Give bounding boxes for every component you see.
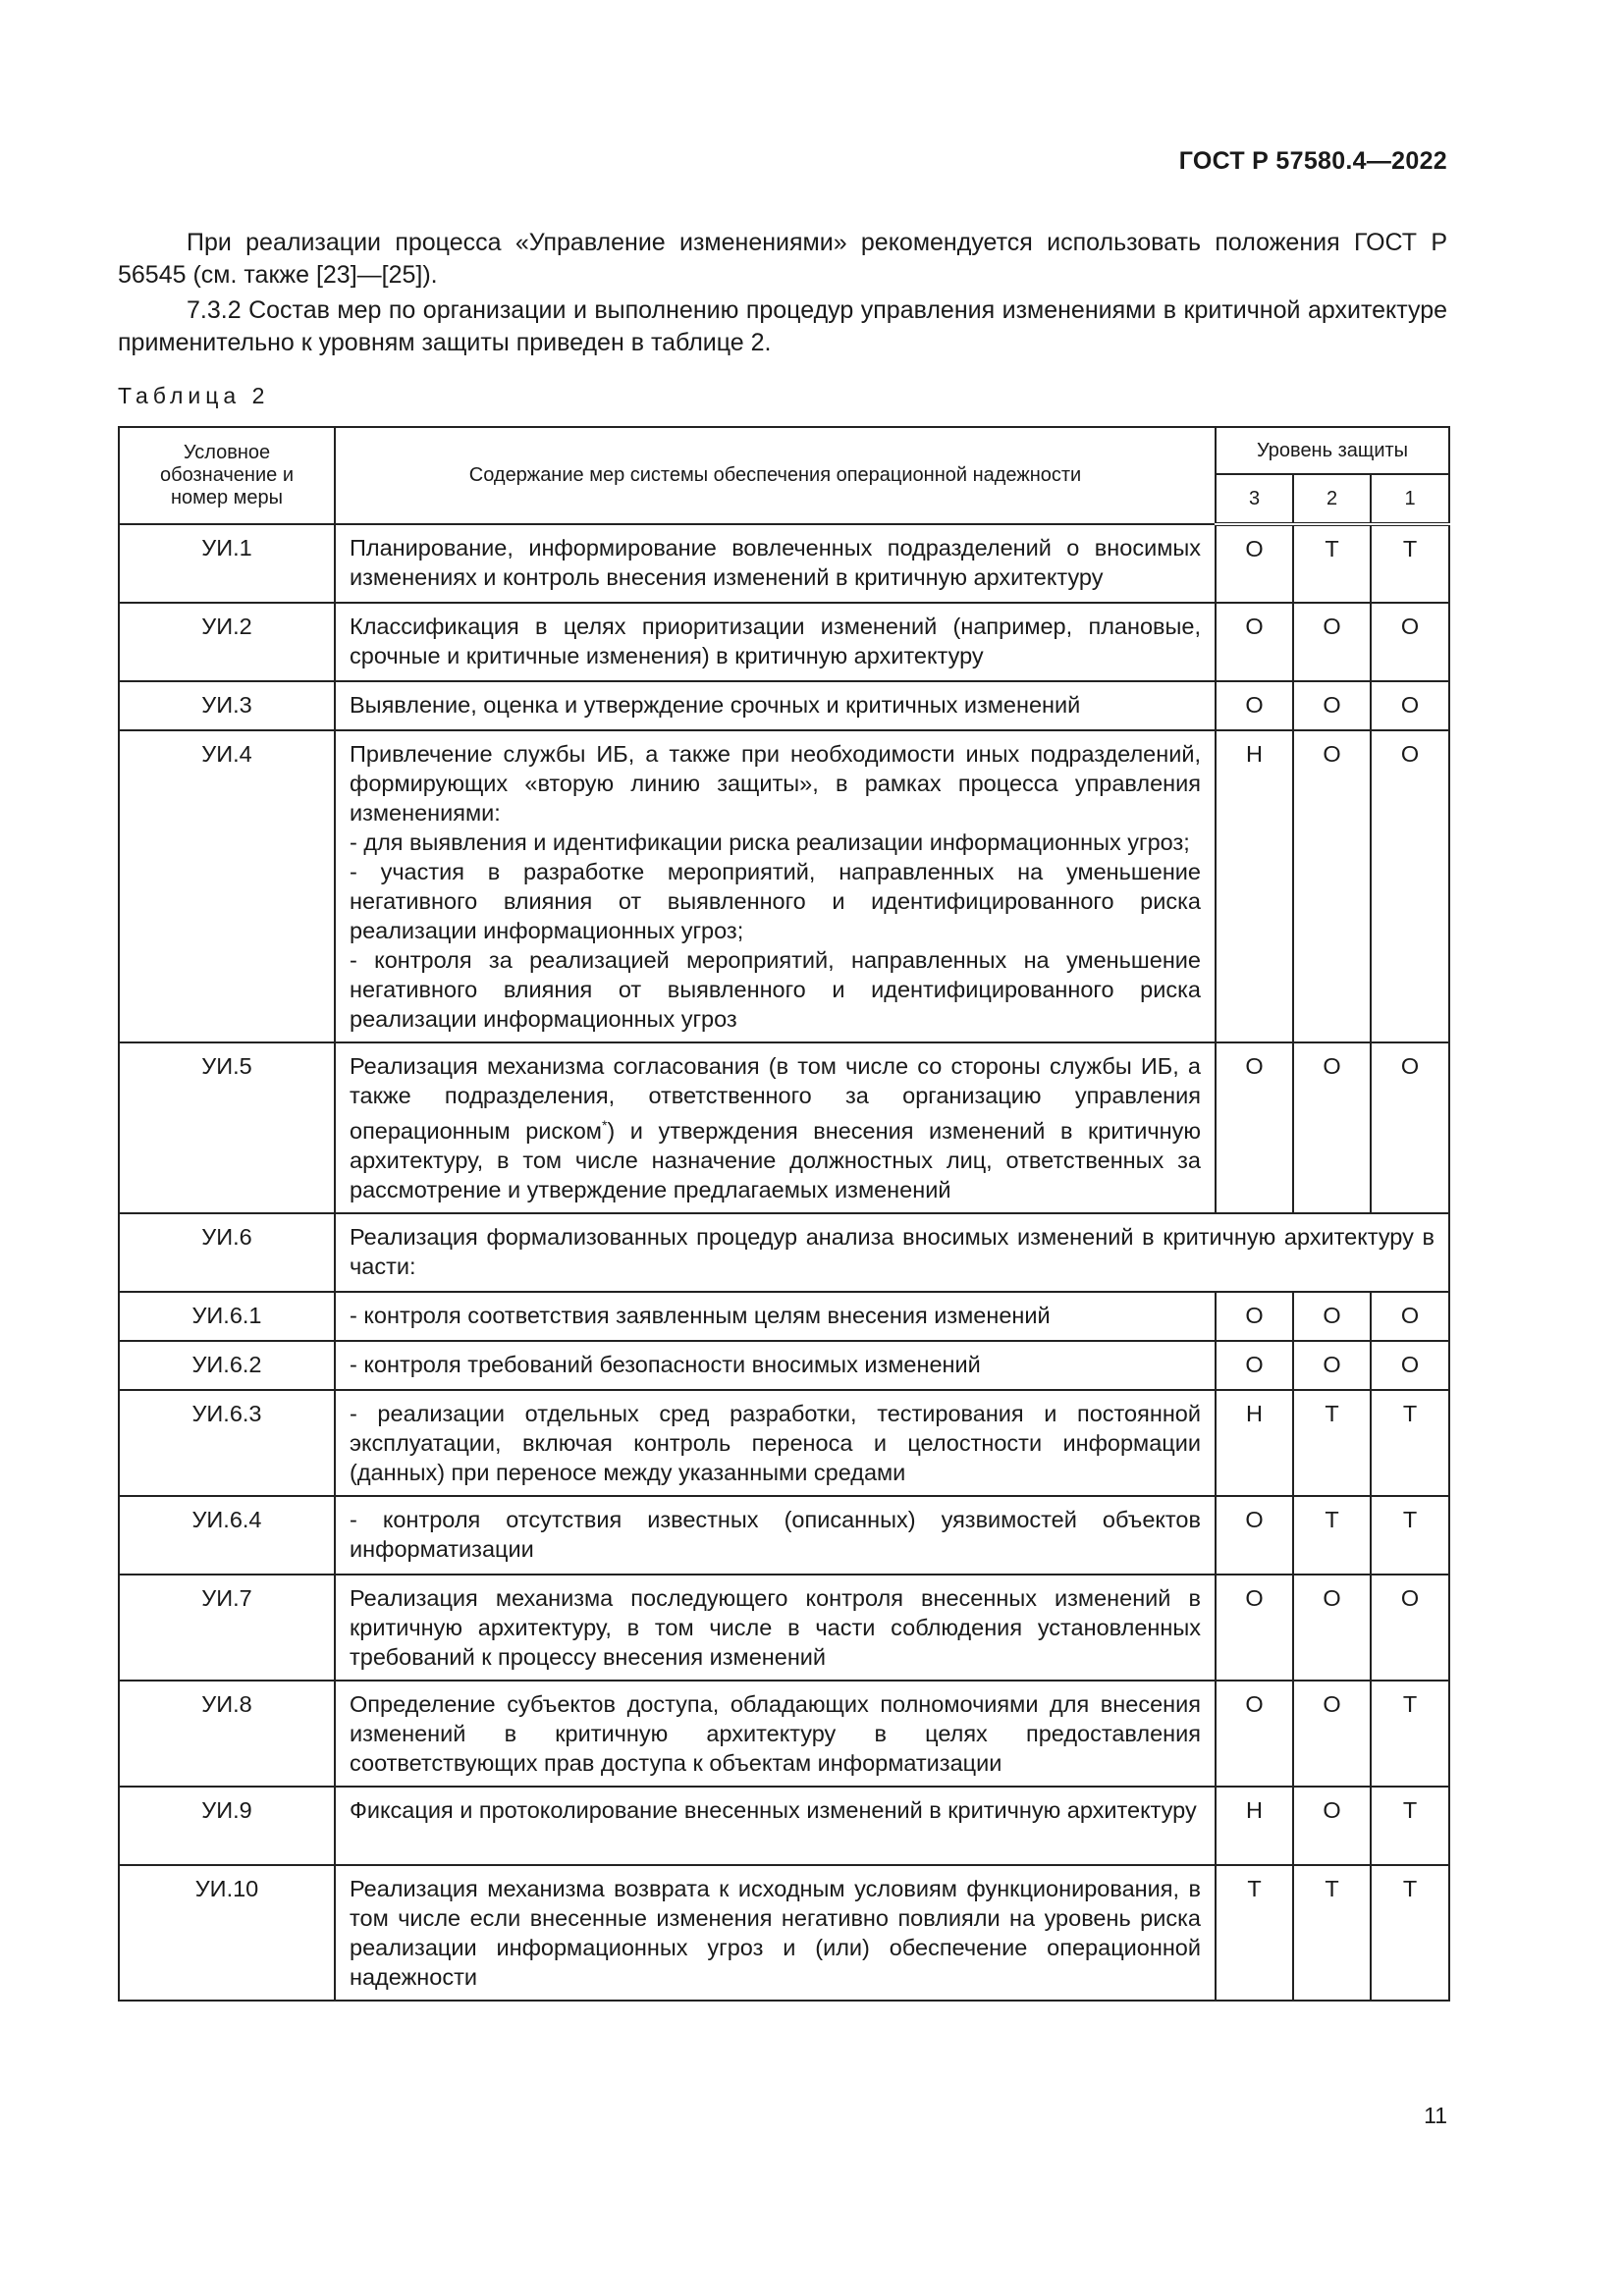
table-row bbox=[119, 730, 1449, 1042]
measure-code: УИ.3 bbox=[119, 681, 335, 730]
measure-code: УИ.6.3 bbox=[119, 1390, 335, 1496]
measure-content: Фиксация и протоколирование внесенных изменений в критичную архитектуру bbox=[335, 1787, 1216, 1865]
measure-code: УИ.5 bbox=[119, 1042, 335, 1213]
level-3-value: О bbox=[1216, 1681, 1293, 1787]
level-2-value: О bbox=[1293, 1787, 1371, 1865]
level-1-value: Т bbox=[1371, 524, 1449, 603]
measure-content: Планирование, информирование вовлеченных подразделений о вносимых изменениях и контроль внесения изменений в критичную архитектуру bbox=[335, 524, 1216, 603]
table-row bbox=[119, 1575, 1449, 1681]
level-3-value: О bbox=[1216, 1496, 1293, 1575]
table-row bbox=[119, 524, 1449, 603]
measure-code: УИ.9 bbox=[119, 1787, 335, 1865]
measure-content: Выявление, оценка и утверждение срочных и критичных изменений bbox=[335, 681, 1216, 730]
level-2-value: О bbox=[1293, 1681, 1371, 1787]
measure-content: Реализация формализованных процедур анализа вносимых изменений в критичную архитектуру в части: bbox=[335, 1213, 1449, 1292]
level-1-value: О bbox=[1371, 1341, 1449, 1390]
level-3-value: О bbox=[1216, 1042, 1293, 1213]
level-2-value: О bbox=[1293, 1292, 1371, 1341]
page-number: 11 bbox=[1424, 2103, 1447, 2128]
measure-content-line: - контроля за реализацией мероприятий, направленных на уменьшение негативного влияния от выявленного и идентифицированного риска реализации информационных угроз bbox=[350, 947, 1201, 1032]
level-1-value: Т bbox=[1371, 1496, 1449, 1575]
measure-code: УИ.6.2 bbox=[119, 1341, 335, 1390]
level-2-value: Т bbox=[1293, 1496, 1371, 1575]
level-2-value: О bbox=[1293, 1341, 1371, 1390]
header-level-1: 1 bbox=[1371, 474, 1449, 524]
table-row bbox=[119, 1787, 1449, 1865]
level-2-value: О bbox=[1293, 1575, 1371, 1681]
footnote-mark: * bbox=[601, 1117, 608, 1133]
level-1-value: О bbox=[1371, 1575, 1449, 1681]
measure-content: Определение субъектов доступа, обладающих полномочиями для внесения изменений в критичную архитектуру в целях предоставления соответствующих прав доступа к объектам информатизации bbox=[335, 1681, 1216, 1787]
table-row bbox=[119, 1341, 1449, 1390]
level-2-value: Т bbox=[1293, 524, 1371, 603]
level-3-value: О bbox=[1216, 524, 1293, 603]
measure-content: - контроля требований безопасности вносимых изменений bbox=[335, 1341, 1216, 1390]
level-1-value: Т bbox=[1371, 1787, 1449, 1865]
measure-content: Реализация механизма последующего контроля внесенных изменений в критичную архитектуру, в том числе в части соблюдения установленных требований к процессу внесения изменений bbox=[335, 1575, 1216, 1681]
measure-code: УИ.7 bbox=[119, 1575, 335, 1681]
level-1-value: Т bbox=[1371, 1681, 1449, 1787]
measure-code: УИ.4 bbox=[119, 730, 335, 1042]
table-row bbox=[119, 1213, 1449, 1292]
measure-content-part: Реализация механизма согласования (в том числе со стороны службы ИБ, а также подразделения, ответственного за организацию управления операционным риском bbox=[350, 1053, 1201, 1144]
level-1-value: О bbox=[1371, 681, 1449, 730]
measure-code: УИ.1 bbox=[119, 524, 335, 603]
table-row bbox=[119, 1390, 1449, 1496]
table-row bbox=[119, 603, 1449, 681]
level-1-value: О bbox=[1371, 1042, 1449, 1213]
measure-code: УИ.6 bbox=[119, 1213, 335, 1292]
level-2-value: Т bbox=[1293, 1865, 1371, 2001]
measure-code: УИ.6.4 bbox=[119, 1496, 335, 1575]
table-row bbox=[119, 1681, 1449, 1787]
measure-content: Классификация в целях приоритизации изменений (например, плановые, срочные и критичные изменения) в критичную архитектуру bbox=[335, 603, 1216, 681]
table-row bbox=[119, 1042, 1449, 1213]
header-code: Условное обозначение и номер меры bbox=[119, 427, 335, 524]
measure-content bbox=[335, 1042, 1216, 1213]
measure-content-line: Привлечение службы ИБ, а также при необходимости иных подразделений, формирующих «вторую линию защиты», в рамках процесса управления изменениями: bbox=[350, 741, 1201, 826]
level-3-value: Т bbox=[1216, 1865, 1293, 2001]
level-3-value: О bbox=[1216, 1341, 1293, 1390]
level-2-value: Т bbox=[1293, 1390, 1371, 1496]
level-3-value: Н bbox=[1216, 1787, 1293, 1865]
document-code: ГОСТ Р 57580.4—2022 bbox=[1178, 147, 1447, 175]
level-1-value: О bbox=[1371, 1292, 1449, 1341]
level-3-value: О bbox=[1216, 603, 1293, 681]
measure-content-line: - для выявления и идентификации риска реализации информационных угроз; bbox=[350, 829, 1190, 855]
measure-code: УИ.10 bbox=[119, 1865, 335, 2001]
measure-content-part: ) и утверждения внесения изменений в критичную архитектуру, в том числе назначение должностных лиц, ответственных за рассмотрение и утверждение предлагаемых изменений bbox=[350, 1117, 1201, 1202]
table-caption: Таблица 2 bbox=[118, 383, 270, 408]
measure-content-line: - участия в разработке мероприятий, направленных на уменьшение негативного влияния от выявленного и идентифицированного риска реализации информационных угроз; bbox=[350, 859, 1201, 943]
level-3-value: О bbox=[1216, 1292, 1293, 1341]
measure-code: УИ.6.1 bbox=[119, 1292, 335, 1341]
header-level-group: Уровень защиты bbox=[1216, 427, 1449, 474]
section-paragraph: 7.3.2 Состав мер по организации и выполнению процедур управления изменениями в критичной архитектуре применительно к уровням защиты приведен в таблице 2. bbox=[118, 296, 1447, 356]
table-row bbox=[119, 681, 1449, 730]
measure-content: Реализация механизма возврата к исходным условиям функционирования, в том числе если внесенные изменения негативно повлияли на уровень риска реализации информационных угроз и (или) обеспечение операционной надежности bbox=[335, 1865, 1216, 2001]
measure-code: УИ.8 bbox=[119, 1681, 335, 1787]
measure-code: УИ.2 bbox=[119, 603, 335, 681]
table-row bbox=[119, 1292, 1449, 1341]
level-3-value: Н bbox=[1216, 1390, 1293, 1496]
level-3-value: О bbox=[1216, 1575, 1293, 1681]
level-3-value: Н bbox=[1216, 730, 1293, 1042]
level-1-value: О bbox=[1371, 603, 1449, 681]
measure-content: - реализации отдельных сред разработки, тестирования и постоянной эксплуатации, включая контроль переноса и целостности информации (данных) при переносе между указанными средами bbox=[335, 1390, 1216, 1496]
level-1-value: О bbox=[1371, 730, 1449, 1042]
level-2-value: О bbox=[1293, 603, 1371, 681]
header-level-3: 3 bbox=[1216, 474, 1293, 524]
level-2-value: О bbox=[1293, 1042, 1371, 1213]
table-row bbox=[119, 1865, 1449, 2001]
level-2-value: О bbox=[1293, 730, 1371, 1042]
header-level-2: 2 bbox=[1293, 474, 1371, 524]
level-2-value: О bbox=[1293, 681, 1371, 730]
level-1-value: Т bbox=[1371, 1390, 1449, 1496]
measure-content bbox=[335, 730, 1216, 1042]
table-row bbox=[119, 1496, 1449, 1575]
measure-content: - контроля отсутствия известных (описанных) уязвимостей объектов информатизации bbox=[335, 1496, 1216, 1575]
measures-table bbox=[118, 426, 1450, 2002]
level-1-value: Т bbox=[1371, 1865, 1449, 2001]
header-content: Содержание мер системы обеспечения операционной надежности bbox=[335, 427, 1216, 524]
intro-paragraph: При реализации процесса «Управление изменениями» рекомендуется использовать положения ГОСТ Р 56545 (см. также [23]—[25]). bbox=[118, 229, 1447, 289]
level-3-value: О bbox=[1216, 681, 1293, 730]
measure-content: - контроля соответствия заявленным целям внесения изменений bbox=[335, 1292, 1216, 1341]
